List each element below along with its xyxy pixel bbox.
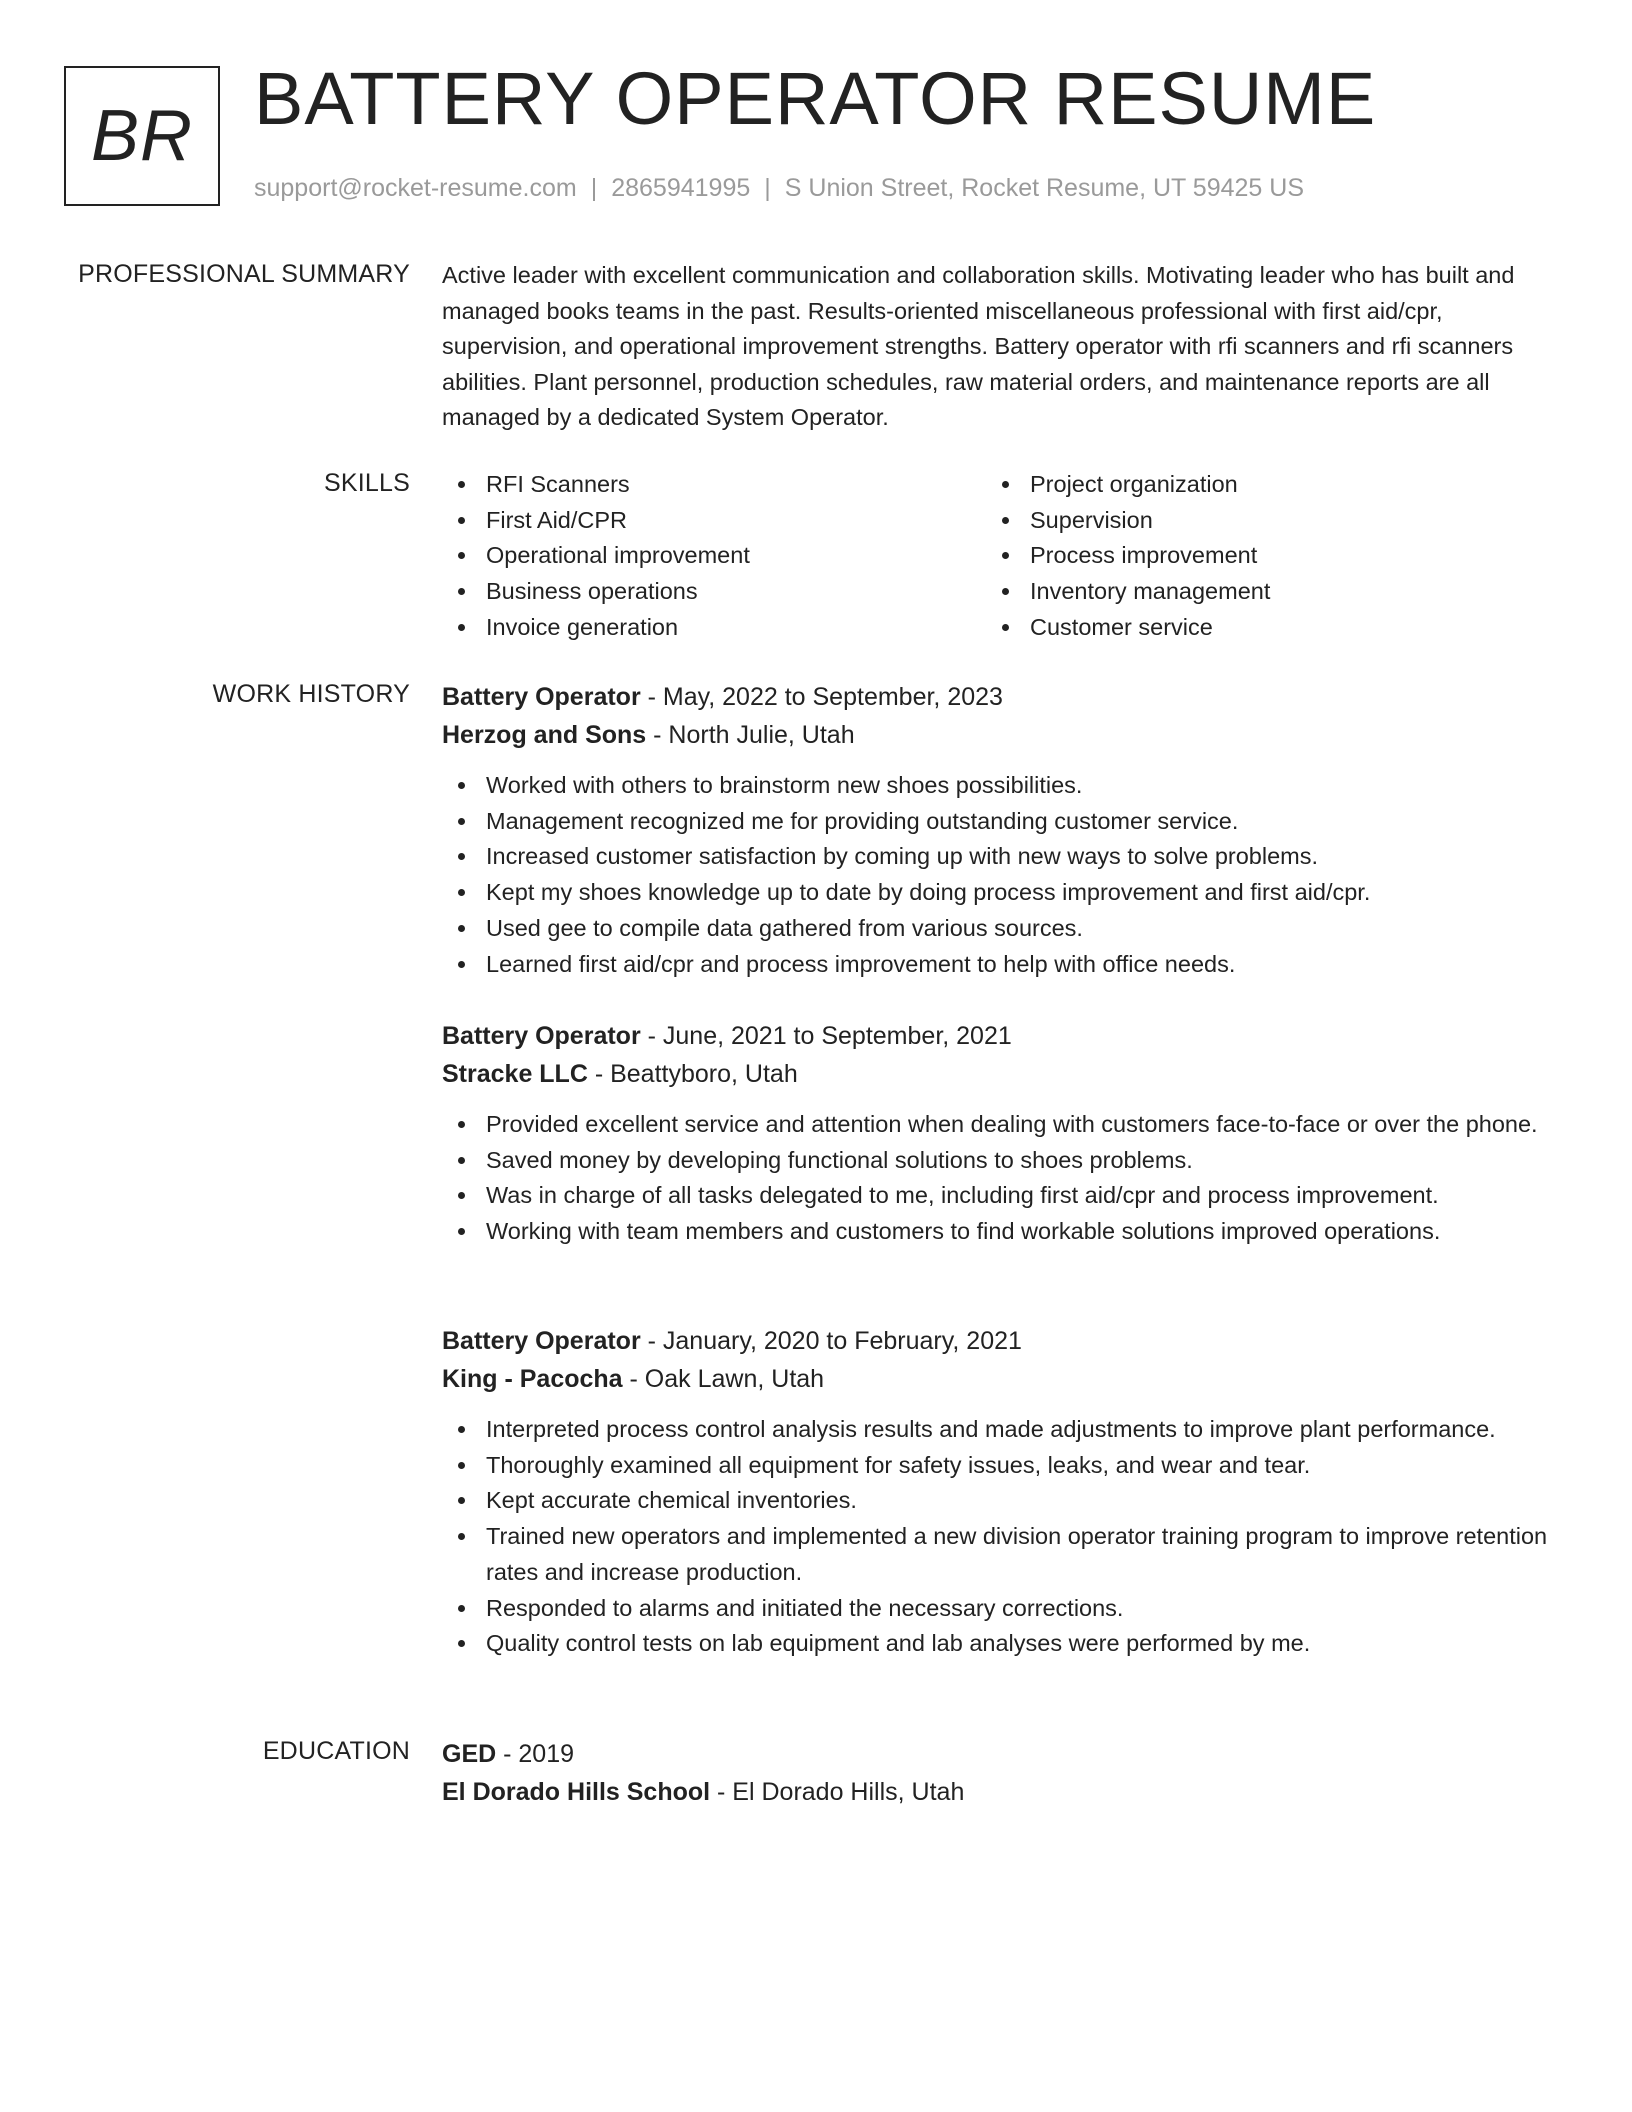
job-company: Herzog and Sons — [442, 721, 647, 749]
job-bullet: Saved money by developing functional solutions to shoes problems. — [442, 1143, 1562, 1179]
work-history-heading: WORK HISTORY — [212, 680, 410, 708]
job-bullet: Kept accurate chemical inventories. — [442, 1483, 1562, 1519]
monogram-initials: BR — [90, 96, 194, 176]
job-company: Stracke LLC — [442, 1060, 588, 1088]
job-bullets — [442, 1107, 1562, 1250]
job-bullet: Thoroughly examined all equipment for safety issues, leaks, and wear and tear. — [442, 1448, 1562, 1484]
education-school-line — [442, 1773, 1562, 1811]
skill-item: RFI Scanners — [442, 467, 986, 503]
job-entry — [442, 1017, 1562, 1250]
job-bullet: Was in charge of all tasks delegated to me, including first aid/cpr and process improvement. — [442, 1178, 1562, 1214]
contact-separator: | — [764, 174, 771, 202]
contact-phone: 2865941995 — [611, 174, 751, 202]
job-title: Battery Operator — [442, 683, 641, 711]
job-bullet: Learned first aid/cpr and process improvement to help with office needs. — [442, 947, 1562, 983]
education-year: - 2019 — [496, 1740, 575, 1768]
job-title-line — [442, 1322, 1562, 1360]
job-bullet: Provided excellent service and attention when dealing with customers face-to-face or over the phone. — [442, 1107, 1562, 1143]
skill-item: Project organization — [986, 467, 1530, 503]
job-company-line — [442, 1360, 1562, 1398]
job-bullet: Working with team members and customers to find workable solutions improved operations. — [442, 1214, 1562, 1250]
skill-item: Business operations — [442, 574, 986, 610]
job-location: - North Julie, Utah — [646, 721, 855, 749]
job-bullet: Management recognized me for providing outstanding customer service. — [442, 804, 1562, 840]
job-bullets — [442, 1412, 1562, 1662]
job-company: King - Pacocha — [442, 1365, 623, 1393]
job-bullet: Used gee to compile data gathered from various sources. — [442, 911, 1562, 947]
contact-line — [254, 174, 1304, 203]
job-bullet: Interpreted process control analysis results and made adjustments to improve plant performance. — [442, 1412, 1562, 1448]
job-title-line — [442, 678, 1562, 716]
job-bullets — [442, 768, 1562, 982]
education-degree: GED — [442, 1740, 497, 1768]
job-title: Battery Operator — [442, 1022, 641, 1050]
skill-item: First Aid/CPR — [442, 503, 986, 539]
monogram-box — [64, 66, 220, 206]
job-title: Battery Operator — [442, 1327, 641, 1355]
job-company-line — [442, 716, 1562, 754]
job-bullet: Responded to alarms and initiated the necessary corrections. — [442, 1591, 1562, 1627]
skills-heading: SKILLS — [324, 469, 410, 497]
skill-item: Customer service — [986, 610, 1530, 646]
education-heading: EDUCATION — [262, 1737, 410, 1765]
skill-item: Invoice generation — [442, 610, 986, 646]
job-dates: - January, 2020 to February, 2021 — [640, 1327, 1022, 1355]
job-entry — [442, 1322, 1562, 1662]
skill-item: Operational improvement — [442, 538, 986, 574]
summary-body — [442, 258, 1562, 436]
job-title-line — [442, 1017, 1562, 1055]
skills-column-right — [986, 467, 1530, 646]
job-bullet: Kept my shoes knowledge up to date by doing process improvement and first aid/cpr. — [442, 875, 1562, 911]
resume-title: BATTERY OPERATOR RESUME — [254, 57, 1377, 140]
contact-separator: | — [590, 174, 598, 202]
summary-heading: PROFESSIONAL SUMMARY — [78, 260, 410, 288]
skill-item: Inventory management — [986, 574, 1530, 610]
skills-column-left — [442, 467, 986, 646]
contact-email: support@rocket-resume.com — [254, 174, 577, 202]
skill-item: Process improvement — [986, 538, 1530, 574]
skill-item: Supervision — [986, 503, 1530, 539]
job-company-line — [442, 1055, 1562, 1093]
job-bullet: Quality control tests on lab equipment and lab analyses were performed by me. — [442, 1626, 1562, 1662]
skills-grid — [442, 467, 1562, 646]
education-entry — [442, 1735, 1562, 1811]
job-dates: - May, 2022 to September, 2023 — [640, 683, 1003, 711]
education-location: - El Dorado Hills, Utah — [710, 1778, 965, 1806]
job-location: - Oak Lawn, Utah — [622, 1365, 825, 1393]
job-bullet: Trained new operators and implemented a new division operator training program to improve retention rates and increase production. — [442, 1519, 1562, 1590]
skills-body — [442, 467, 1562, 646]
job-entry — [442, 678, 1562, 982]
job-bullet: Increased customer satisfaction by coming up with new ways to solve problems. — [442, 839, 1562, 875]
education-school: El Dorado Hills School — [442, 1778, 711, 1806]
job-bullet: Worked with others to brainstorm new shoes possibilities. — [442, 768, 1562, 804]
education-degree-line — [442, 1735, 1562, 1773]
summary-text: Active leader with excellent communication and collaboration skills. Motivating leader who has built and managed books teams in the past. Results-oriented miscellaneous professional with first aid/cpr, supervision, and operational improvement strengths. Battery operator with rfi scanners and rfi scanners abilities. Plant personnel, production schedules, raw material orders, and maintenance reports are all managed by a dedicated System Operator. — [442, 262, 1515, 430]
job-location: - Beattyboro, Utah — [587, 1060, 798, 1088]
job-dates: - June, 2021 to September, 2021 — [640, 1022, 1012, 1050]
contact-address: S Union Street, Rocket Resume, UT 59425 US — [784, 174, 1304, 202]
